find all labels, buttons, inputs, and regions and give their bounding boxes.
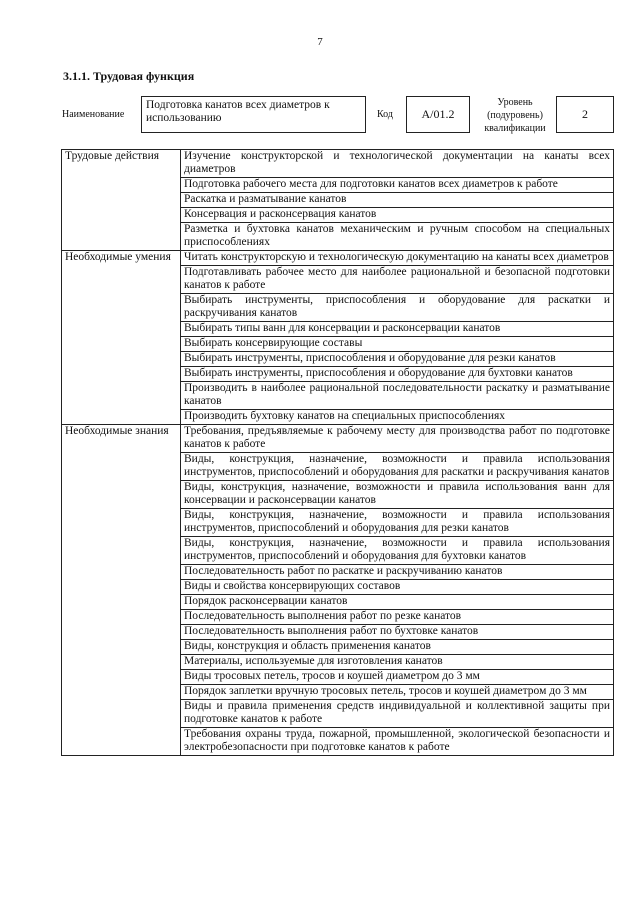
section-item-cell: Выбирать консервирующие составы [181, 337, 614, 352]
name-label: Наименование [62, 109, 125, 120]
table-row [62, 251, 614, 266]
section-category-cell: Необходимые знания [62, 425, 181, 756]
qualification-level-label [476, 96, 554, 135]
section-category-cell: Трудовые действия [62, 150, 181, 251]
section-item-cell: Порядок заплетки вручную тросовых петель, тросов и коушей диаметром до 3 мм [181, 685, 614, 700]
section-item-cell: Виды тросовых петель, тросов и коушей диаметром до 3 мм [181, 670, 614, 685]
section-item-cell: Порядок расконсервации канатов [181, 595, 614, 610]
level-box [556, 96, 614, 133]
section-item-cell: Последовательность выполнения работ по бухтовке канатов [181, 625, 614, 640]
section-item-cell: Виды и свойства консервирующих составов [181, 580, 614, 595]
section-item-cell: Требования охраны труда, пожарной, промышленной, экологической безопасности и электробезопасности при подготовке канатов к работе [181, 728, 614, 756]
code-label: Код [377, 109, 393, 120]
section-item-cell: Производить бухтовку канатов на специальных приспособлениях [181, 410, 614, 425]
section-item-cell: Последовательность работ по раскатке и раскручиванию канатов [181, 565, 614, 580]
code-value: А/01.2 [421, 107, 455, 121]
section-item-cell: Последовательность выполнения работ по резке канатов [181, 610, 614, 625]
section-item-cell: Подготавливать рабочее место для наиболее рациональной и безопасной подготовки канатов к работе [181, 266, 614, 294]
section-item-cell: Изучение конструкторской и технологической документации на канаты всех диаметров [181, 150, 614, 178]
section-item-cell: Производить в наиболее рациональной последовательности раскатку и разматывание канатов [181, 382, 614, 410]
level-label-line-2: (подуровень) [487, 110, 543, 121]
section-item-cell: Раскатка и разматывание канатов [181, 193, 614, 208]
section-item-cell: Виды, конструкция, назначение, возможности и правила использования инструментов, приспособлений и оборудования для бухтовки канатов [181, 537, 614, 565]
section-item-cell: Консервация и расконсервация канатов [181, 208, 614, 223]
page-number: 7 [317, 36, 323, 48]
section-item-cell: Выбирать инструменты, приспособления и оборудование для бухтовки канатов [181, 367, 614, 382]
section-item-cell: Виды, конструкция, назначение, возможности и правила использования инструментов, приспособлений и оборудования для резки канатов [181, 509, 614, 537]
section-item-cell: Выбирать инструменты, приспособления и оборудование для раскатки и раскручивания канатов [181, 294, 614, 322]
level-value: 2 [582, 107, 588, 121]
section-item-cell: Виды, конструкция, назначение, возможности и правила использования инструментов, приспособлений и оборудования для раскатки и раскручивания канатов [181, 453, 614, 481]
section-item-cell: Виды и правила применения средств индивидуальной и коллективной защиты при подготовке канатов к работе [181, 700, 614, 728]
function-name-value: Подготовка канатов всех диаметров к использованию [146, 99, 330, 124]
table-row [62, 150, 614, 178]
section-item-cell: Виды, конструкция, назначение, возможности и правила использования ванн для консервации и расконсервации канатов [181, 481, 614, 509]
code-box [406, 96, 470, 133]
section-item-cell: Читать конструкторскую и технологическую документацию на канаты всех диаметров [181, 251, 614, 266]
section-item-cell: Материалы, используемые для изготовления канатов [181, 655, 614, 670]
section-item-cell: Виды, конструкция и область применения канатов [181, 640, 614, 655]
section-item-cell: Выбирать типы ванн для консервации и расконсервации канатов [181, 322, 614, 337]
level-label-line-3: квалификации [484, 123, 546, 134]
section-item-cell: Подготовка рабочего места для подготовки канатов всех диаметров к работе [181, 178, 614, 193]
section-title: 3.1.1. Трудовая функция [63, 69, 195, 83]
table-row [62, 425, 614, 453]
section-item-cell: Разметка и бухтовка канатов механическим и ручным способом на специальных приспособлениях [181, 223, 614, 251]
labor-function-table [61, 149, 614, 756]
function-name-box [141, 96, 366, 133]
section-item-cell: Требования, предъявляемые к рабочему месту для производства работ по подготовке канатов к работе [181, 425, 614, 453]
section-item-cell: Выбирать инструменты, приспособления и оборудование для резки канатов [181, 352, 614, 367]
section-category-cell: Необходимые умения [62, 251, 181, 425]
level-label-line-1: Уровень [497, 97, 533, 108]
